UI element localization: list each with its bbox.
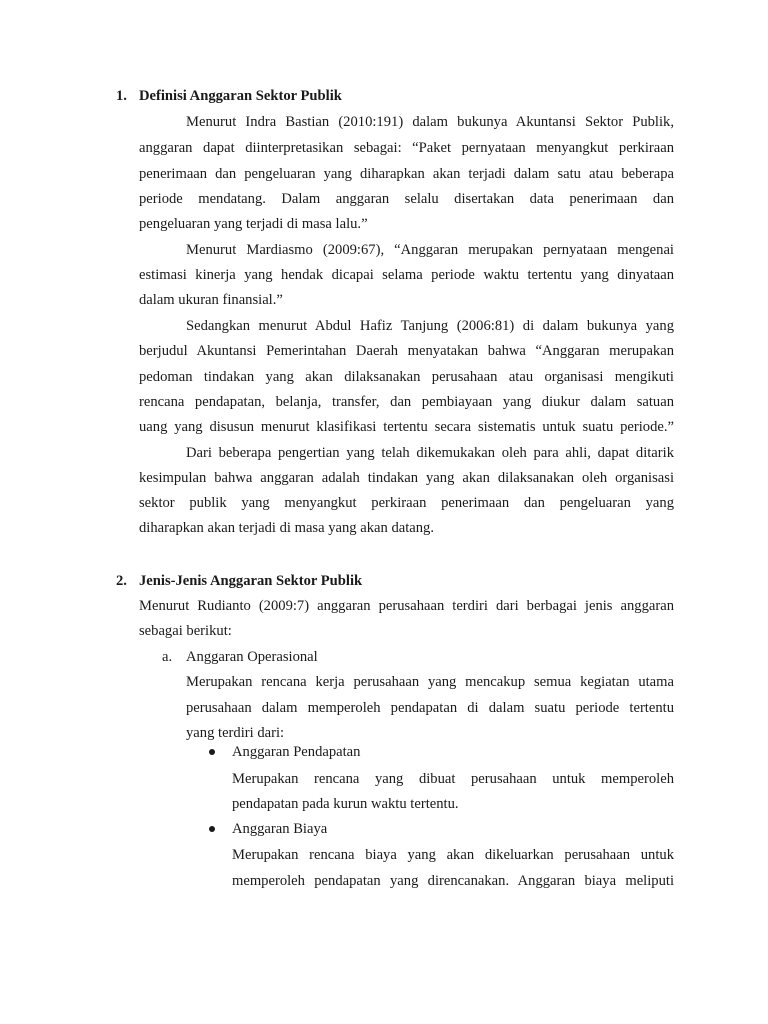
paragraph-line: sektor publik yang menyangkut perkiraan penerimaan dan pengeluaran yang: [139, 495, 674, 511]
paragraph-line: perusahaan dalam memperoleh pendapatan di dalam suatu periode tertentu: [186, 700, 674, 716]
paragraph-line: berjudul Akuntansi Pemerintahan Daerah menyatakan bahwa “Anggaran merupakan: [139, 343, 674, 359]
paragraph-line: uang yang disusun menurut klasifikasi tertentu secara sistematis untuk suatu periode.”: [139, 419, 674, 435]
paragraph-line: sebagai berikut:: [139, 623, 232, 639]
paragraph-line: Menurut Indra Bastian (2010:191) dalam bukunya Akuntansi Sektor Publik,: [186, 114, 674, 130]
bullet-icon: [209, 749, 215, 755]
paragraph-line: Merupakan rencana biaya yang akan dikeluarkan perusahaan untuk: [232, 847, 674, 863]
paragraph-line: Menurut Rudianto (2009:7) anggaran perusahaan terdiri dari berbagai jenis anggaran: [139, 598, 674, 614]
section-1-title: Definisi Anggaran Sektor Publik: [139, 88, 342, 104]
paragraph-line: Sedangkan menurut Abdul Hafiz Tanjung (2006:81) di dalam bukunya yang: [186, 318, 674, 334]
sub-item-title: Anggaran Operasional: [186, 649, 318, 665]
paragraph-line: Dari beberapa pengertian yang telah dikemukakan oleh para ahli, dapat ditarik: [186, 445, 674, 461]
bullet-title: Anggaran Pendapatan: [232, 744, 361, 760]
paragraph-line: pendapatan pada kurun waktu tertentu.: [232, 796, 459, 812]
section-2-number: 2.: [116, 573, 127, 589]
section-2-title: Jenis-Jenis Anggaran Sektor Publik: [139, 573, 363, 589]
paragraph-line: estimasi kinerja yang hendak dicapai selama periode waktu tertentu yang dinyataan: [139, 267, 674, 283]
paragraph-line: pedoman tindakan yang akan dilaksanakan perusahaan atau organisasi mengikuti: [139, 369, 674, 385]
bullet-icon: [209, 826, 215, 832]
paragraph-line: memperoleh pendapatan yang direncanakan. Anggaran biaya meliputi: [232, 873, 674, 889]
paragraph-line: rencana pendapatan, belanja, transfer, dan pembiayaan yang diukur dalam satuan: [139, 394, 674, 410]
paragraph-line: Menurut Mardiasmo (2009:67), “Anggaran merupakan pernyataan mengenai: [186, 242, 674, 258]
paragraph-line: yang terdiri dari:: [186, 725, 285, 741]
paragraph-line: penerimaan dan pengeluaran yang diharapkan akan terjadi dalam satu atau beberapa: [139, 166, 674, 182]
paragraph-line: dalam ukuran finansial.”: [139, 292, 283, 308]
paragraph-line: periode mendatang. Dalam anggaran selalu disertakan data penerimaan dan: [139, 191, 674, 207]
paragraph-line: Merupakan rencana kerja perusahaan yang mencakup semua kegiatan utama: [186, 674, 674, 690]
list-marker-a: a.: [162, 649, 173, 665]
bullet-title: Anggaran Biaya: [232, 821, 328, 837]
paragraph-line: kesimpulan bahwa anggaran adalah tindakan yang akan dilaksanakan oleh organisasi: [139, 470, 674, 486]
paragraph-line: diharapkan akan terjadi di masa yang akan datang.: [139, 520, 434, 536]
paragraph-line: anggaran dapat diinterpretasikan sebagai: “Paket pernyataan menyangkut perkiraan: [139, 140, 674, 156]
paragraph-line: pengeluaran yang terjadi di masa lalu.”: [139, 216, 368, 232]
section-1-number: 1.: [116, 88, 127, 104]
paragraph-line: Merupakan rencana yang dibuat perusahaan untuk memperoleh: [232, 771, 674, 787]
